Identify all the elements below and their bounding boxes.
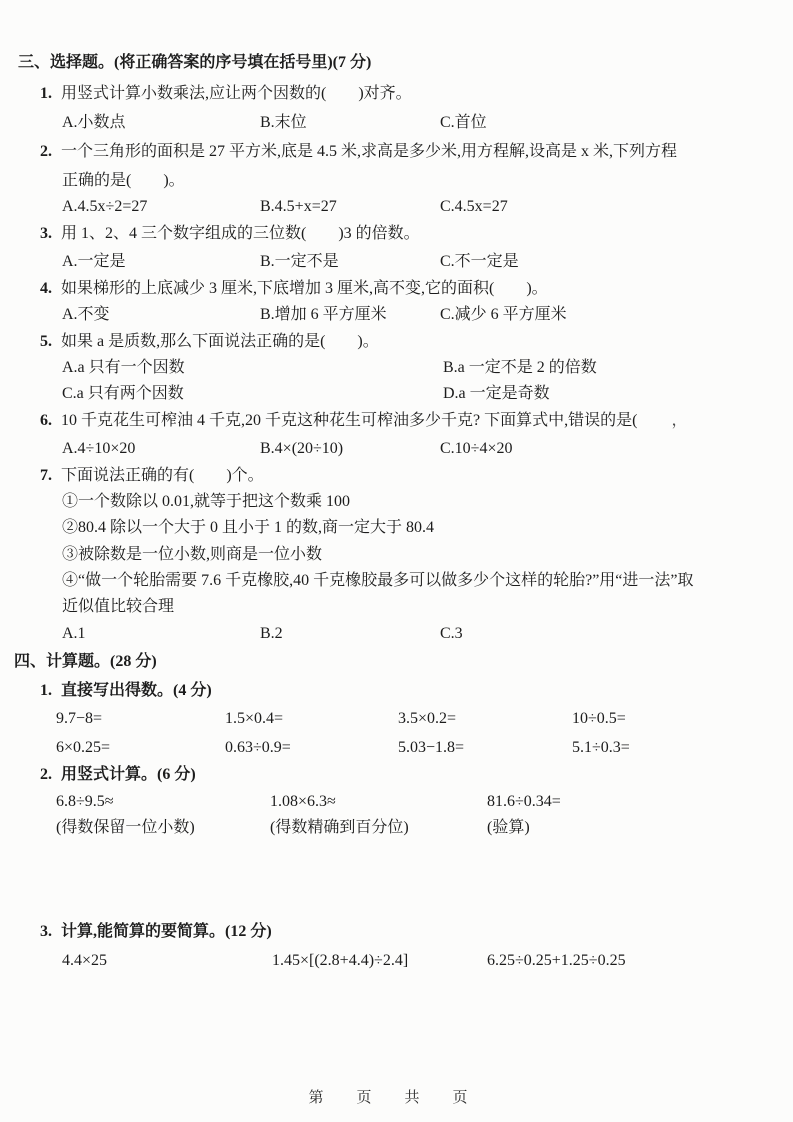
question-1-number: 1. (40, 85, 52, 102)
section-choice-heading-main: 三、选择题。 (18, 54, 115, 71)
page-footer: 第 页 共 页 (308, 1090, 477, 1106)
section-calc-heading-main: 四、计算题。 (14, 653, 111, 670)
question-6-stem-mark: ， (671, 412, 688, 429)
option: C.a 只有两个因数 (62, 385, 184, 402)
question-1-options (62, 113, 785, 133)
option: A.小数点 (62, 114, 126, 131)
option: B.2 (260, 625, 283, 642)
question-1-stem: 用竖式计算小数乘法,应让两个因数的( )对齐。 (61, 85, 412, 102)
math-problem: 6.25÷0.25+1.25÷0.25 (487, 952, 626, 969)
calc-part-1-title (40, 681, 785, 701)
option: A.1 (62, 625, 86, 642)
option: C.3 (440, 625, 463, 642)
option: A.一定是 (62, 253, 126, 270)
calc-part-2-title (40, 765, 785, 785)
question-5-number: 5. (40, 333, 52, 350)
option: C.不一定是 (440, 253, 519, 270)
math-problem: 9.7−8= (56, 710, 103, 727)
question-7-item-4: ④“做一个轮胎需要 7.6 千克橡胶,40 千克橡胶最多可以做多少个这样的轮胎?”用“进一法”取 (62, 572, 694, 589)
question-6-options (62, 439, 785, 459)
option: C.10÷4×20 (440, 440, 513, 457)
math-problem: 5.1÷0.3= (572, 739, 630, 756)
question-7-number: 7. (40, 467, 52, 484)
question-4-number: 4. (40, 280, 52, 297)
math-problem: 6.8÷9.5≈ (56, 793, 114, 810)
math-problem: 1.08×6.3≈ (270, 793, 336, 810)
question-6-stem: 10 千克花生可榨油 4 千克,20 千克这种花生可榨油多少千克? 下面算式中,错误的是( (61, 412, 638, 429)
question-3-number: 3. (40, 225, 52, 242)
calc-note: (得数精确到百分位) (270, 819, 409, 836)
column-calc-problems (56, 792, 785, 812)
option: B.a 一定不是 2 的倍数 (443, 359, 597, 376)
question-2-stem-line1: 一个三角形的面积是 27 平方米,底是 4.5 米,求高是多少米,用方程解,设高是 x 米,下列方程 (61, 143, 678, 160)
simplify-calc-problems (62, 951, 785, 971)
question-7-options (62, 624, 785, 644)
question-5 (40, 332, 785, 352)
question-4-stem: 如果梯形的上底减少 3 厘米,下底增加 3 厘米,高不变,它的面积( )。 (61, 280, 548, 297)
section-calc-heading-note: (28 分) (110, 653, 157, 670)
question-2 (40, 142, 785, 162)
question-5-options-row2 (62, 384, 785, 404)
option: B.增加 6 平方厘米 (260, 306, 387, 323)
question-6 (40, 411, 785, 431)
math-problem: 3.5×0.2= (398, 710, 457, 727)
option: B.一定不是 (260, 253, 339, 270)
question-2-number: 2. (40, 143, 52, 160)
question-7-item-3: ③被除数是一位小数,则商是一位小数 (62, 546, 323, 563)
math-problem: 1.45×[(2.8+4.4)÷2.4] (272, 952, 409, 969)
question-5-options-row1 (62, 358, 785, 378)
question-5-stem: 如果 a 是质数,那么下面说法正确的是( )。 (61, 333, 379, 350)
option: B.末位 (260, 114, 307, 131)
question-7-stem: 下面说法正确的有( )个。 (61, 467, 264, 484)
section-choice-heading (18, 53, 785, 73)
calc-note: (得数保留一位小数) (56, 819, 195, 836)
calc-part-3-label: 计算,能简算的要简算。(12 分) (61, 923, 272, 940)
math-problem: 4.4×25 (62, 952, 108, 969)
math-problem: 81.6÷0.34= (487, 793, 561, 810)
question-4 (40, 279, 785, 299)
question-4-options (62, 305, 785, 325)
question-3 (40, 224, 785, 244)
math-problem: 6×0.25= (56, 739, 111, 756)
option: B.4.5+x=27 (260, 198, 337, 215)
option: D.a 一定是奇数 (443, 385, 550, 402)
option: C.首位 (440, 114, 487, 131)
question-2-stem-line2: 正确的是( )。 (62, 172, 185, 189)
question-7-item-4-wrap: 近似值比较合理 (62, 598, 175, 615)
calc-part-2-number: 2. (40, 766, 52, 783)
option: A.4÷10×20 (62, 440, 136, 457)
math-problem: 1.5×0.4= (225, 710, 284, 727)
mental-math-row-1 (56, 709, 785, 729)
question-7-item-1: ①一个数除以 0.01,就等于把这个数乘 100 (62, 493, 351, 510)
calc-part-2-label: 用竖式计算。(6 分) (61, 766, 196, 783)
option: C.减少 6 平方厘米 (440, 306, 567, 323)
question-6-number: 6. (40, 412, 52, 429)
calc-part-1-number: 1. (40, 682, 52, 699)
calc-part-3-number: 3. (40, 923, 52, 940)
math-problem: 0.63÷0.9= (225, 739, 291, 756)
question-3-options (62, 252, 785, 272)
section-choice-heading-note: (将正确答案的序号填在括号里)(7 分) (114, 54, 372, 71)
math-problem: 5.03−1.8= (398, 739, 465, 756)
question-7 (40, 466, 785, 486)
mental-math-row-2 (56, 738, 785, 758)
calc-part-1-label: 直接写出得数。(4 分) (61, 682, 212, 699)
option: C.4.5x=27 (440, 198, 508, 215)
calc-part-3-title (40, 922, 785, 942)
option: B.4×(20÷10) (260, 440, 344, 457)
question-1 (40, 84, 785, 104)
section-calc-heading (14, 652, 785, 672)
option: A.不变 (62, 306, 110, 323)
question-3-stem: 用 1、2、4 三个数字组成的三位数( )3 的倍数。 (61, 225, 420, 242)
option: A.a 只有一个因数 (62, 359, 185, 376)
column-calc-notes (56, 818, 785, 838)
question-7-item-2: ②80.4 除以一个大于 0 且小于 1 的数,商一定大于 80.4 (62, 519, 435, 536)
calc-note: (验算) (487, 819, 530, 836)
option: A.4.5x÷2=27 (62, 198, 148, 215)
question-2-options (62, 197, 785, 217)
math-problem: 10÷0.5= (572, 710, 626, 727)
